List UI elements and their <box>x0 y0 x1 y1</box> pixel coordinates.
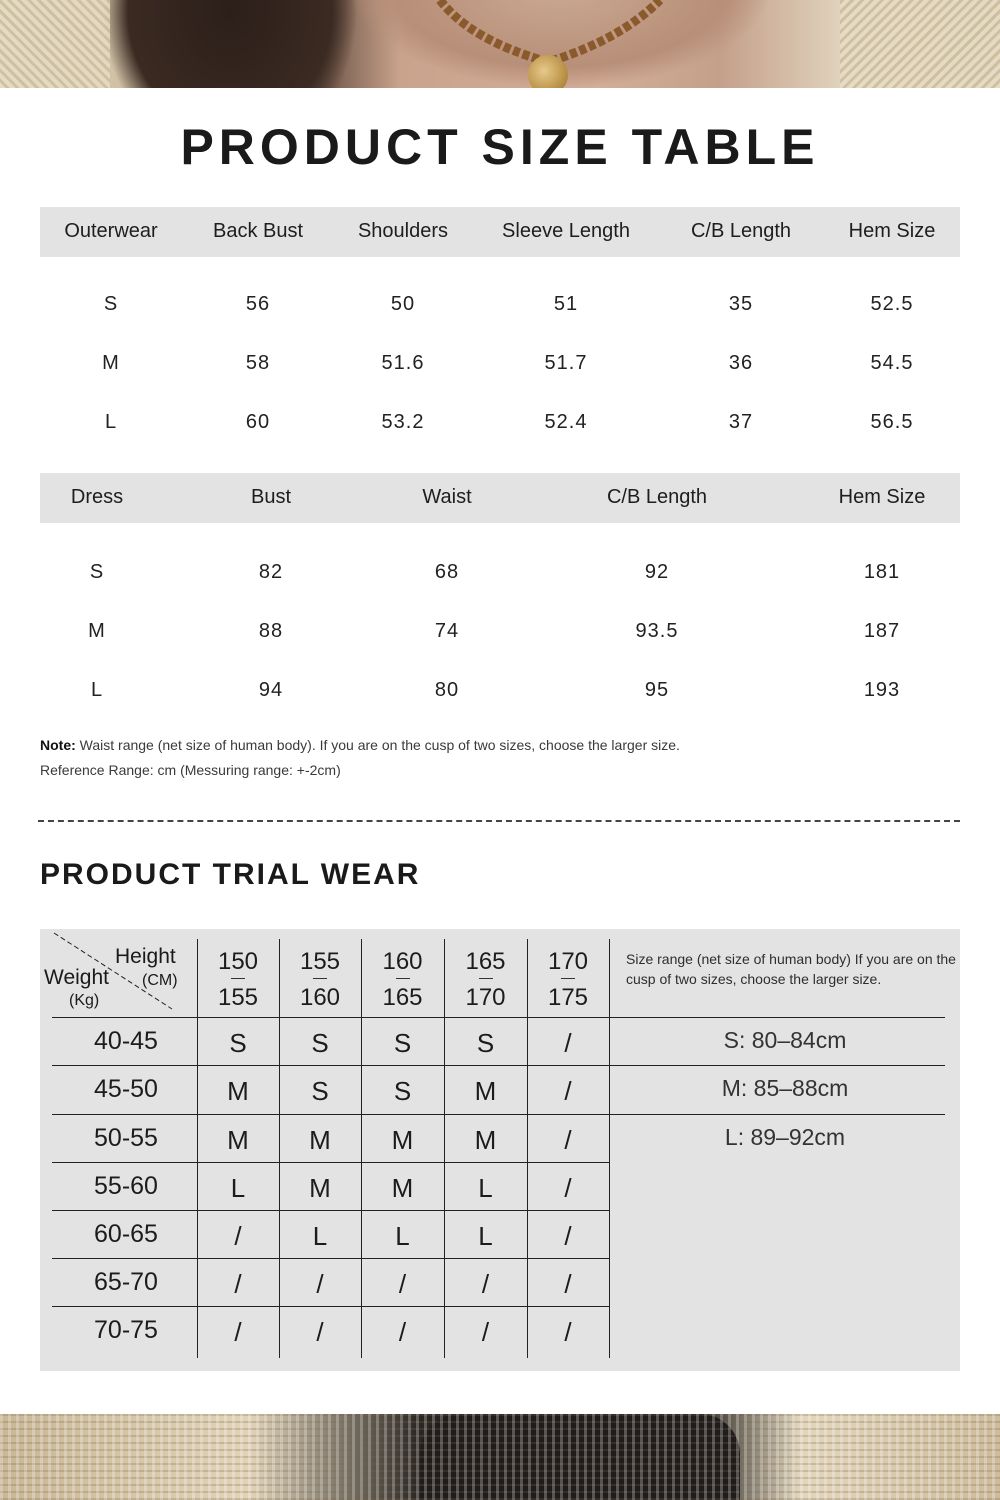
recommended-size: M <box>391 1173 414 1203</box>
dress-cell: 80 <box>434 679 460 701</box>
outerwear-cell: 51 <box>553 293 579 315</box>
grid-vline <box>279 939 280 1358</box>
grid-vline <box>527 939 528 1358</box>
height-from: 170 <box>547 948 589 975</box>
necklace-graphic <box>0 0 1000 88</box>
dress-cell: 92 <box>644 561 670 583</box>
dress-cell: 88 <box>258 620 284 642</box>
grid-hline <box>52 1065 945 1066</box>
recommended-size: S <box>229 1028 247 1058</box>
dress-cell: M <box>88 620 106 642</box>
recommended-size: M <box>391 1125 414 1155</box>
size-range-note: Size range (net size of human body) If you are on the cusp of two sizes, choose the larger size. <box>626 951 956 987</box>
height-range-header <box>300 943 340 1016</box>
dress-header-row <box>40 473 960 523</box>
dress-header-cell: Waist <box>422 486 472 508</box>
dress-cell: 74 <box>434 620 460 642</box>
height-range-header <box>218 943 258 1016</box>
recommended-size: M <box>474 1076 497 1106</box>
weight-range: 40-45 <box>94 1027 158 1055</box>
grid-vline <box>609 939 610 1358</box>
dress-header-cell: C/B Length <box>606 486 708 508</box>
recommended-size: / <box>316 1317 324 1347</box>
recommended-size: S <box>311 1028 329 1058</box>
dress-cell: 68 <box>434 561 460 583</box>
outerwear-cell: 58 <box>245 352 271 374</box>
recommended-size: / <box>564 1269 572 1299</box>
height-from: 150 <box>217 948 259 975</box>
recommended-size: M <box>309 1125 331 1155</box>
outerwear-cell: 36 <box>728 352 754 374</box>
recommended-size: / <box>234 1221 242 1251</box>
model-photo-bottom <box>0 1414 1000 1500</box>
model-photo-top <box>0 0 1000 88</box>
recommended-size: M <box>309 1173 331 1203</box>
outerwear-cell: 54.5 <box>870 352 914 374</box>
size-range-value: M: 85–88cm <box>721 1075 849 1101</box>
height-range-header <box>465 943 505 1016</box>
note-text: Waist range (net size of human body). If you are on the cusp of two sizes, choose the larger size. <box>75 737 680 753</box>
pendant-graphic <box>528 55 568 88</box>
outerwear-cell: 35 <box>728 293 754 315</box>
grid-hline <box>52 1017 945 1018</box>
dress-header-cell: Dress <box>70 486 124 508</box>
outerwear-cell: S <box>103 293 119 315</box>
weight-range: 65-70 <box>94 1268 158 1296</box>
dress-cell: S <box>89 561 105 583</box>
outerwear-cell: 37 <box>728 411 754 433</box>
recommended-size: L <box>312 1221 328 1251</box>
corner-cm-label: (CM) <box>142 972 178 989</box>
grid-hline <box>52 1258 609 1259</box>
outerwear-cell: 52.5 <box>870 293 914 315</box>
size-range-value: S: 80–84cm <box>723 1027 847 1053</box>
weight-range: 45-50 <box>94 1075 158 1103</box>
recommended-size: M <box>227 1125 249 1155</box>
height-to: 155 <box>217 984 259 1011</box>
recommended-size: / <box>564 1125 572 1155</box>
dress-cell: 94 <box>258 679 284 701</box>
grid-hline <box>52 1162 609 1163</box>
outerwear-header-cell: C/B Length <box>690 220 792 242</box>
reference-range: Reference Range: cm (Messuring range: +-2cm) <box>40 762 341 778</box>
height-to: 170 <box>465 984 506 1011</box>
recommended-size: S <box>311 1076 329 1106</box>
page-title: PRODUCT SIZE TABLE <box>180 119 820 175</box>
dress-header-cell: Bust <box>250 486 292 508</box>
outerwear-header-cell: Outerwear <box>64 220 158 242</box>
grid-hline <box>52 1114 945 1115</box>
outerwear-cell: 51.6 <box>381 352 425 374</box>
recommended-size: S <box>476 1028 495 1058</box>
recommended-size: L <box>478 1221 493 1251</box>
weight-range: 70-75 <box>94 1316 158 1344</box>
recommended-size: / <box>564 1317 572 1347</box>
corner-weight-label: Weight <box>44 966 109 989</box>
corner-kg-label: (Kg) <box>69 992 100 1009</box>
grid-vline <box>361 939 362 1358</box>
recommended-size: / <box>481 1317 490 1347</box>
outerwear-cell: L <box>104 411 118 433</box>
trial-wear-title: PRODUCT TRIAL WEAR <box>40 858 421 891</box>
outerwear-cell: 56.5 <box>870 411 914 433</box>
recommended-size: / <box>398 1269 407 1299</box>
recommended-size: / <box>234 1269 242 1299</box>
recommended-size: M <box>474 1125 497 1155</box>
height-from: 155 <box>299 948 341 975</box>
outerwear-header-cell: Hem Size <box>848 220 936 242</box>
recommended-size: / <box>234 1317 242 1347</box>
outerwear-cell: 52.4 <box>544 411 588 433</box>
grid-hline <box>52 1210 609 1211</box>
recommended-size: L <box>478 1173 493 1203</box>
weight-range: 50-55 <box>94 1124 158 1152</box>
dress-header-cell: Hem Size <box>838 486 926 508</box>
weight-range: 60-65 <box>94 1220 158 1248</box>
dress-cell: 93.5 <box>635 620 679 642</box>
outerwear-cell: 50 <box>390 293 416 315</box>
recommended-size: / <box>398 1317 407 1347</box>
outerwear-header-cell: Back Bust <box>212 220 304 242</box>
recommended-size: / <box>316 1269 324 1299</box>
recommended-size: M <box>227 1076 249 1106</box>
height-range-header <box>382 943 422 1016</box>
recommended-size: / <box>564 1028 572 1058</box>
note-label: Note: <box>40 737 76 753</box>
recommended-size: / <box>481 1269 490 1299</box>
recommended-size: L <box>230 1173 246 1203</box>
recommended-size: / <box>564 1221 572 1251</box>
recommended-size: S <box>393 1028 412 1058</box>
height-to: 165 <box>382 984 423 1011</box>
outerwear-header-cell: Shoulders <box>357 220 449 242</box>
grid-vline <box>444 939 445 1358</box>
height-to: 175 <box>547 984 589 1011</box>
height-to: 160 <box>299 984 341 1011</box>
recommended-size: / <box>564 1076 572 1106</box>
cardigan-knit-bottom <box>0 1414 1000 1500</box>
dress-cell: L <box>90 679 104 701</box>
outerwear-header-cell: Sleeve Length <box>502 220 630 242</box>
recommended-size: S <box>393 1076 412 1106</box>
height-from: 165 <box>465 948 506 975</box>
height-from: 160 <box>382 948 423 975</box>
size-note <box>40 737 680 753</box>
trial-wear-table <box>40 929 960 1371</box>
height-range-header <box>548 943 588 1016</box>
dress-cell: 193 <box>863 679 901 701</box>
dress-cell: 181 <box>863 561 901 583</box>
outerwear-cell: 53.2 <box>381 411 425 433</box>
dress-cell: 82 <box>258 561 284 583</box>
weight-range: 55-60 <box>94 1172 158 1200</box>
corner-height-label: Height <box>115 945 176 968</box>
recommended-size: / <box>564 1173 572 1203</box>
dress-cell: 95 <box>644 679 670 701</box>
outerwear-cell: 60 <box>245 411 271 433</box>
outerwear-header-row <box>40 207 960 257</box>
outerwear-cell: 56 <box>245 293 271 315</box>
size-range-value: L: 89–92cm <box>724 1124 846 1150</box>
recommended-size: L <box>395 1221 410 1251</box>
dashed-divider <box>38 820 960 822</box>
grid-hline <box>52 1306 609 1307</box>
grid-vline <box>197 939 198 1358</box>
outerwear-cell: 51.7 <box>544 352 588 374</box>
dress-cell: 187 <box>863 620 901 642</box>
outerwear-cell: M <box>102 352 120 374</box>
